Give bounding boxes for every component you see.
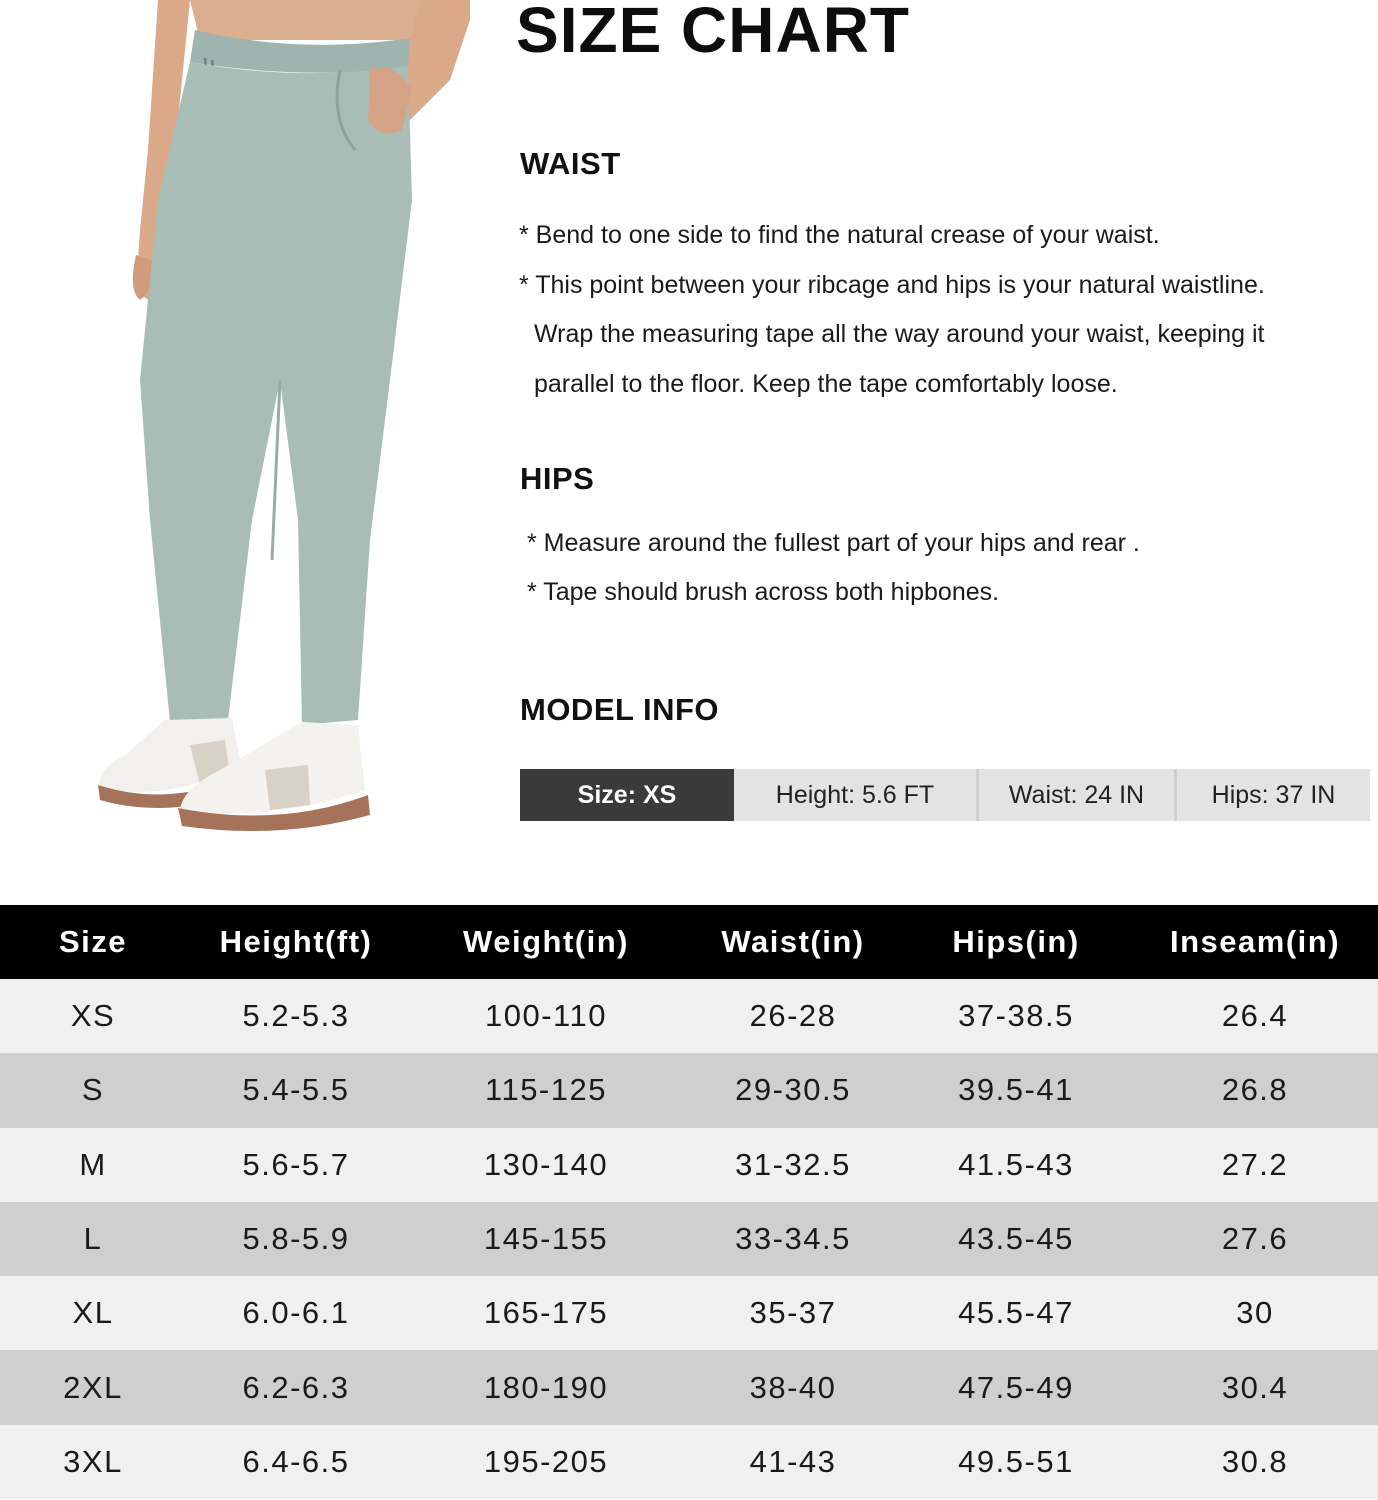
cell-inseam: 27.6 xyxy=(1221,1221,1289,1257)
cell-inseam: 30.8 xyxy=(1221,1443,1289,1479)
cell-hips: 43.5-45 xyxy=(958,1221,1074,1257)
cell-waist: 33-34.5 xyxy=(735,1221,851,1257)
header-inseam: Inseam(in) xyxy=(1169,924,1341,959)
table-row xyxy=(0,1350,1378,1424)
waist-bullet-1: * Bend to one side to find the natural crease of your waist. xyxy=(519,221,1160,249)
cell-weight: 180-190 xyxy=(483,1369,609,1405)
header-weight: Weight(in) xyxy=(463,924,629,959)
cell-hips: 49.5-51 xyxy=(958,1443,1074,1479)
cell-hips: 47.5-49 xyxy=(958,1369,1074,1405)
cell-height: 5.8-5.9 xyxy=(242,1221,350,1257)
header-hips: Hips(in) xyxy=(952,924,1080,959)
model-info-heading: MODEL INFO xyxy=(520,692,720,727)
table-row xyxy=(0,1053,1378,1127)
cell-size: 3XL xyxy=(63,1443,123,1479)
waist-bullet-3: Wrap the measuring tape all the way around your waist, keeping it xyxy=(534,320,1265,348)
cell-height: 5.4-5.5 xyxy=(242,1072,350,1108)
table-row xyxy=(0,1425,1378,1499)
header-height: Height(ft) xyxy=(219,924,373,959)
cell-height: 6.4-6.5 xyxy=(242,1443,350,1479)
page-title: SIZE CHART xyxy=(516,0,910,66)
model-hips: Hips: 37 IN xyxy=(1177,769,1370,821)
cell-waist: 35-37 xyxy=(749,1295,837,1331)
cell-weight: 145-155 xyxy=(483,1221,609,1257)
cell-hips: 37-38.5 xyxy=(958,998,1074,1034)
cell-hips: 41.5-43 xyxy=(958,1146,1074,1182)
cell-weight: 115-125 xyxy=(485,1072,607,1108)
header-waist: Waist(in) xyxy=(721,924,865,959)
cell-waist: 41-43 xyxy=(749,1443,837,1479)
model-info-bar xyxy=(520,769,1370,821)
cell-size: M xyxy=(79,1146,107,1182)
cell-size: XL xyxy=(72,1295,114,1331)
cell-weight: 130-140 xyxy=(483,1146,609,1182)
cell-height: 6.2-6.3 xyxy=(242,1369,350,1405)
cell-inseam: 30.4 xyxy=(1221,1369,1289,1405)
cell-weight: 165-175 xyxy=(483,1295,609,1331)
cell-waist: 31-32.5 xyxy=(735,1146,851,1182)
cell-weight: 195-205 xyxy=(483,1443,609,1479)
table-header-row xyxy=(0,905,1378,979)
table-row xyxy=(0,1202,1378,1276)
table-row xyxy=(0,1128,1378,1202)
cell-inseam: 26.4 xyxy=(1221,998,1289,1034)
cell-inseam: 27.2 xyxy=(1221,1146,1289,1182)
size-table xyxy=(0,905,1378,1499)
cell-size: L xyxy=(83,1221,103,1257)
cell-height: 5.6-5.7 xyxy=(242,1146,350,1182)
cell-waist: 26-28 xyxy=(749,998,837,1034)
cell-height: 6.0-6.1 xyxy=(242,1295,350,1331)
header-size: Size xyxy=(58,924,128,959)
model-size: Size: XS xyxy=(520,769,734,821)
hips-bullet-2: * Tape should brush across both hipbones. xyxy=(527,578,1000,606)
cell-waist: 38-40 xyxy=(749,1369,837,1405)
table-row xyxy=(0,979,1378,1053)
cell-inseam: 30 xyxy=(1236,1295,1274,1331)
model-waist: Waist: 24 IN xyxy=(979,769,1177,821)
cell-size: S xyxy=(81,1072,105,1108)
hips-bullet-1: * Measure around the fullest part of your hips and rear . xyxy=(527,529,1140,557)
right-shoe-panel xyxy=(265,765,310,810)
model-height: Height: 5.6 FT xyxy=(734,769,979,821)
cell-height: 5.2-5.3 xyxy=(242,998,350,1034)
hips-heading: HIPS xyxy=(520,461,595,496)
table-row xyxy=(0,1276,1378,1350)
cell-waist: 29-30.5 xyxy=(735,1072,851,1108)
waist-bullet-2: * This point between your ribcage and hips is your natural waistline. xyxy=(519,271,1265,299)
cell-hips: 39.5-41 xyxy=(958,1072,1074,1108)
cell-weight: 100-110 xyxy=(485,998,607,1034)
model-torso xyxy=(190,0,420,40)
waist-heading: WAIST xyxy=(520,146,621,181)
cell-hips: 45.5-47 xyxy=(958,1295,1074,1331)
waist-bullet-4: parallel to the floor. Keep the tape comfortably loose. xyxy=(534,370,1118,398)
cell-inseam: 26.8 xyxy=(1221,1072,1289,1108)
product-photo xyxy=(40,0,480,840)
cell-size: 2XL xyxy=(63,1369,123,1405)
cell-size: XS xyxy=(70,998,116,1034)
pants xyxy=(140,62,412,725)
